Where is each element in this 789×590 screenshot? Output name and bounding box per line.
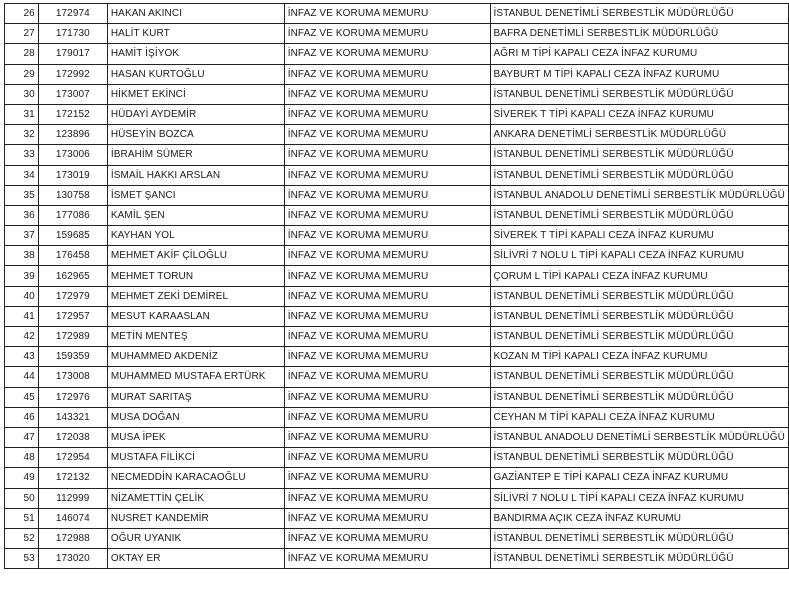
table-row [5, 306, 789, 326]
registry-number-cell: 173006 [38, 145, 107, 165]
row-number-cell: 27 [5, 24, 39, 44]
row-number-cell: 38 [5, 246, 39, 266]
row-number-cell: 44 [5, 367, 39, 387]
row-number-cell: 48 [5, 448, 39, 468]
full-name-cell: KAYHAN YOL [107, 226, 284, 246]
registry-number-cell: 112999 [38, 488, 107, 508]
job-title-cell: İNFAZ VE KORUMA MEMURU [284, 185, 490, 205]
row-number-cell: 37 [5, 226, 39, 246]
full-name-cell: HİKMET EKİNCİ [107, 84, 284, 104]
assigned-unit-cell: İSTANBUL ANADOLU DENETİMLİ SERBESTLİK MÜDÜRLÜĞÜ [490, 427, 788, 447]
job-title-cell: İNFAZ VE KORUMA MEMURU [284, 286, 490, 306]
job-title-cell: İNFAZ VE KORUMA MEMURU [284, 226, 490, 246]
job-title-cell: İNFAZ VE KORUMA MEMURU [284, 246, 490, 266]
job-title-cell: İNFAZ VE KORUMA MEMURU [284, 387, 490, 407]
assigned-unit-cell: BANDIRMA AÇIK CEZA İNFAZ KURUMU [490, 508, 788, 528]
full-name-cell: MEHMET AKİF ÇİLOĞLU [107, 246, 284, 266]
row-number-cell: 36 [5, 205, 39, 225]
assigned-unit-cell: İSTANBUL DENETİMLİ SERBESTLİK MÜDÜRLÜĞÜ [490, 205, 788, 225]
assigned-unit-cell: İSTANBUL DENETİMLİ SERBESTLİK MÜDÜRLÜĞÜ [490, 528, 788, 548]
registry-number-cell: 172152 [38, 104, 107, 124]
row-number-cell: 35 [5, 185, 39, 205]
row-number-cell: 32 [5, 125, 39, 145]
row-number-cell: 51 [5, 508, 39, 528]
full-name-cell: HALİT KURT [107, 24, 284, 44]
registry-number-cell: 146074 [38, 508, 107, 528]
job-title-cell: İNFAZ VE KORUMA MEMURU [284, 205, 490, 225]
row-number-cell: 52 [5, 528, 39, 548]
assigned-unit-cell: ANKARA DENETİMLİ SERBESTLİK MÜDÜRLÜĞÜ [490, 125, 788, 145]
registry-number-cell: 172992 [38, 64, 107, 84]
table-row [5, 367, 789, 387]
job-title-cell: İNFAZ VE KORUMA MEMURU [284, 347, 490, 367]
registry-number-cell: 176458 [38, 246, 107, 266]
row-number-cell: 47 [5, 427, 39, 447]
row-number-cell: 31 [5, 104, 39, 124]
row-number-cell: 39 [5, 266, 39, 286]
job-title-cell: İNFAZ VE KORUMA MEMURU [284, 44, 490, 64]
job-title-cell: İNFAZ VE KORUMA MEMURU [284, 104, 490, 124]
full-name-cell: MUHAMMED AKDENİZ [107, 347, 284, 367]
assigned-unit-cell: SİLİVRİ 7 NOLU L TİPİ KAPALI CEZA İNFAZ KURUMU [490, 488, 788, 508]
table-row [5, 347, 789, 367]
assigned-unit-cell: İSTANBUL DENETİMLİ SERBESTLİK MÜDÜRLÜĞÜ [490, 327, 788, 347]
assigned-unit-cell: İSTANBUL DENETİMLİ SERBESTLİK MÜDÜRLÜĞÜ [490, 84, 788, 104]
assigned-unit-cell: CEYHAN M TİPİ KAPALI CEZA İNFAZ KURUMU [490, 407, 788, 427]
row-number-cell: 30 [5, 84, 39, 104]
assigned-unit-cell: GAZİANTEP E TİPİ KAPALI CEZA İNFAZ KURUMU [490, 468, 788, 488]
table-row [5, 226, 789, 246]
table-row [5, 508, 789, 528]
registry-number-cell: 172954 [38, 448, 107, 468]
full-name-cell: MUHAMMED MUSTAFA ERTÜRK [107, 367, 284, 387]
assigned-unit-cell: İSTANBUL DENETİMLİ SERBESTLİK MÜDÜRLÜĞÜ [490, 448, 788, 468]
registry-number-cell: 143321 [38, 407, 107, 427]
table-row [5, 84, 789, 104]
row-number-cell: 45 [5, 387, 39, 407]
job-title-cell: İNFAZ VE KORUMA MEMURU [284, 165, 490, 185]
full-name-cell: MUSTAFA FİLİKCİ [107, 448, 284, 468]
assigned-unit-cell: İSTANBUL DENETİMLİ SERBESTLİK MÜDÜRLÜĞÜ [490, 549, 788, 569]
table-row [5, 104, 789, 124]
full-name-cell: OĞUR UYANIK [107, 528, 284, 548]
full-name-cell: MEHMET ZEKİ DEMİREL [107, 286, 284, 306]
registry-number-cell: 162965 [38, 266, 107, 286]
table-row [5, 427, 789, 447]
job-title-cell: İNFAZ VE KORUMA MEMURU [284, 4, 490, 24]
assigned-unit-cell: İSTANBUL DENETİMLİ SERBESTLİK MÜDÜRLÜĞÜ [490, 165, 788, 185]
table-row [5, 205, 789, 225]
table-row [5, 407, 789, 427]
row-number-cell: 26 [5, 4, 39, 24]
registry-number-cell: 179017 [38, 44, 107, 64]
full-name-cell: NUSRET KANDEMİR [107, 508, 284, 528]
registry-number-cell: 173020 [38, 549, 107, 569]
table-row [5, 387, 789, 407]
registry-number-cell: 159359 [38, 347, 107, 367]
registry-number-cell: 172132 [38, 468, 107, 488]
full-name-cell: İBRAHİM SÜMER [107, 145, 284, 165]
full-name-cell: NECMEDDİN KARACAOĞLU [107, 468, 284, 488]
full-name-cell: HÜSEYİN BOZCA [107, 125, 284, 145]
document-page [4, 3, 789, 569]
full-name-cell: HAKAN AKINCI [107, 4, 284, 24]
table-row [5, 266, 789, 286]
assigned-unit-cell: ÇORUM L TİPİ KAPALI CEZA İNFAZ KURUMU [490, 266, 788, 286]
full-name-cell: METİN MENTEŞ [107, 327, 284, 347]
assigned-unit-cell: BAYBURT M TİPİ KAPALI CEZA İNFAZ KURUMU [490, 64, 788, 84]
assigned-unit-cell: SİVEREK T TİPİ KAPALI CEZA İNFAZ KURUMU [490, 104, 788, 124]
job-title-cell: İNFAZ VE KORUMA MEMURU [284, 528, 490, 548]
registry-number-cell: 172989 [38, 327, 107, 347]
job-title-cell: İNFAZ VE KORUMA MEMURU [284, 549, 490, 569]
personnel-table-body [5, 4, 789, 569]
registry-number-cell: 173008 [38, 367, 107, 387]
personnel-table [4, 3, 789, 569]
registry-number-cell: 177086 [38, 205, 107, 225]
assigned-unit-cell: İSTANBUL DENETİMLİ SERBESTLİK MÜDÜRLÜĞÜ [490, 145, 788, 165]
assigned-unit-cell: KOZAN M TİPİ KAPALI CEZA İNFAZ KURUMU [490, 347, 788, 367]
table-row [5, 185, 789, 205]
registry-number-cell: 130758 [38, 185, 107, 205]
row-number-cell: 28 [5, 44, 39, 64]
registry-number-cell: 172974 [38, 4, 107, 24]
job-title-cell: İNFAZ VE KORUMA MEMURU [284, 468, 490, 488]
row-number-cell: 29 [5, 64, 39, 84]
row-number-cell: 42 [5, 327, 39, 347]
full-name-cell: OKTAY ER [107, 549, 284, 569]
table-row [5, 125, 789, 145]
table-row [5, 327, 789, 347]
row-number-cell: 50 [5, 488, 39, 508]
full-name-cell: MUSA DOĞAN [107, 407, 284, 427]
row-number-cell: 46 [5, 407, 39, 427]
full-name-cell: İSMET ŞANCI [107, 185, 284, 205]
table-row [5, 286, 789, 306]
assigned-unit-cell: İSTANBUL DENETİMLİ SERBESTLİK MÜDÜRLÜĞÜ [490, 367, 788, 387]
job-title-cell: İNFAZ VE KORUMA MEMURU [284, 488, 490, 508]
registry-number-cell: 172988 [38, 528, 107, 548]
full-name-cell: İSMAİL HAKKI ARSLAN [107, 165, 284, 185]
table-row [5, 145, 789, 165]
job-title-cell: İNFAZ VE KORUMA MEMURU [284, 327, 490, 347]
full-name-cell: MURAT SARITAŞ [107, 387, 284, 407]
row-number-cell: 41 [5, 306, 39, 326]
registry-number-cell: 159685 [38, 226, 107, 246]
table-row [5, 246, 789, 266]
registry-number-cell: 172957 [38, 306, 107, 326]
row-number-cell: 43 [5, 347, 39, 367]
assigned-unit-cell: İSTANBUL ANADOLU DENETİMLİ SERBESTLİK MÜDÜRLÜĞÜ [490, 185, 788, 205]
job-title-cell: İNFAZ VE KORUMA MEMURU [284, 448, 490, 468]
table-row [5, 528, 789, 548]
row-number-cell: 33 [5, 145, 39, 165]
row-number-cell: 53 [5, 549, 39, 569]
registry-number-cell: 172038 [38, 427, 107, 447]
job-title-cell: İNFAZ VE KORUMA MEMURU [284, 84, 490, 104]
job-title-cell: İNFAZ VE KORUMA MEMURU [284, 145, 490, 165]
assigned-unit-cell: İSTANBUL DENETİMLİ SERBESTLİK MÜDÜRLÜĞÜ [490, 387, 788, 407]
job-title-cell: İNFAZ VE KORUMA MEMURU [284, 508, 490, 528]
registry-number-cell: 173019 [38, 165, 107, 185]
job-title-cell: İNFAZ VE KORUMA MEMURU [284, 407, 490, 427]
full-name-cell: MEHMET TORUN [107, 266, 284, 286]
job-title-cell: İNFAZ VE KORUMA MEMURU [284, 125, 490, 145]
job-title-cell: İNFAZ VE KORUMA MEMURU [284, 266, 490, 286]
assigned-unit-cell: AĞRI M TİPİ KAPALI CEZA İNFAZ KURUMU [490, 44, 788, 64]
assigned-unit-cell: İSTANBUL DENETİMLİ SERBESTLİK MÜDÜRLÜĞÜ [490, 286, 788, 306]
assigned-unit-cell: İSTANBUL DENETİMLİ SERBESTLİK MÜDÜRLÜĞÜ [490, 4, 788, 24]
job-title-cell: İNFAZ VE KORUMA MEMURU [284, 367, 490, 387]
registry-number-cell: 172976 [38, 387, 107, 407]
full-name-cell: HAMİT İŞİYOK [107, 44, 284, 64]
registry-number-cell: 171730 [38, 24, 107, 44]
registry-number-cell: 173007 [38, 84, 107, 104]
full-name-cell: HASAN KURTOĞLU [107, 64, 284, 84]
table-row [5, 488, 789, 508]
job-title-cell: İNFAZ VE KORUMA MEMURU [284, 427, 490, 447]
table-row [5, 24, 789, 44]
full-name-cell: KAMİL ŞEN [107, 205, 284, 225]
table-row [5, 4, 789, 24]
table-row [5, 44, 789, 64]
assigned-unit-cell: SİLİVRİ 7 NOLU L TİPİ KAPALI CEZA İNFAZ KURUMU [490, 246, 788, 266]
table-row [5, 549, 789, 569]
full-name-cell: MESUT KARAASLAN [107, 306, 284, 326]
assigned-unit-cell: SİVEREK T TİPİ KAPALI CEZA İNFAZ KURUMU [490, 226, 788, 246]
full-name-cell: MUSA İPEK [107, 427, 284, 447]
assigned-unit-cell: İSTANBUL DENETİMLİ SERBESTLİK MÜDÜRLÜĞÜ [490, 306, 788, 326]
table-row [5, 448, 789, 468]
row-number-cell: 49 [5, 468, 39, 488]
full-name-cell: HÜDAYİ AYDEMİR [107, 104, 284, 124]
assigned-unit-cell: BAFRA DENETİMLİ SERBESTLİK MÜDÜRLÜĞÜ [490, 24, 788, 44]
table-row [5, 64, 789, 84]
registry-number-cell: 123896 [38, 125, 107, 145]
table-row [5, 468, 789, 488]
row-number-cell: 40 [5, 286, 39, 306]
job-title-cell: İNFAZ VE KORUMA MEMURU [284, 64, 490, 84]
table-row [5, 165, 789, 185]
registry-number-cell: 172979 [38, 286, 107, 306]
job-title-cell: İNFAZ VE KORUMA MEMURU [284, 306, 490, 326]
row-number-cell: 34 [5, 165, 39, 185]
full-name-cell: NİZAMETTİN ÇELİK [107, 488, 284, 508]
job-title-cell: İNFAZ VE KORUMA MEMURU [284, 24, 490, 44]
